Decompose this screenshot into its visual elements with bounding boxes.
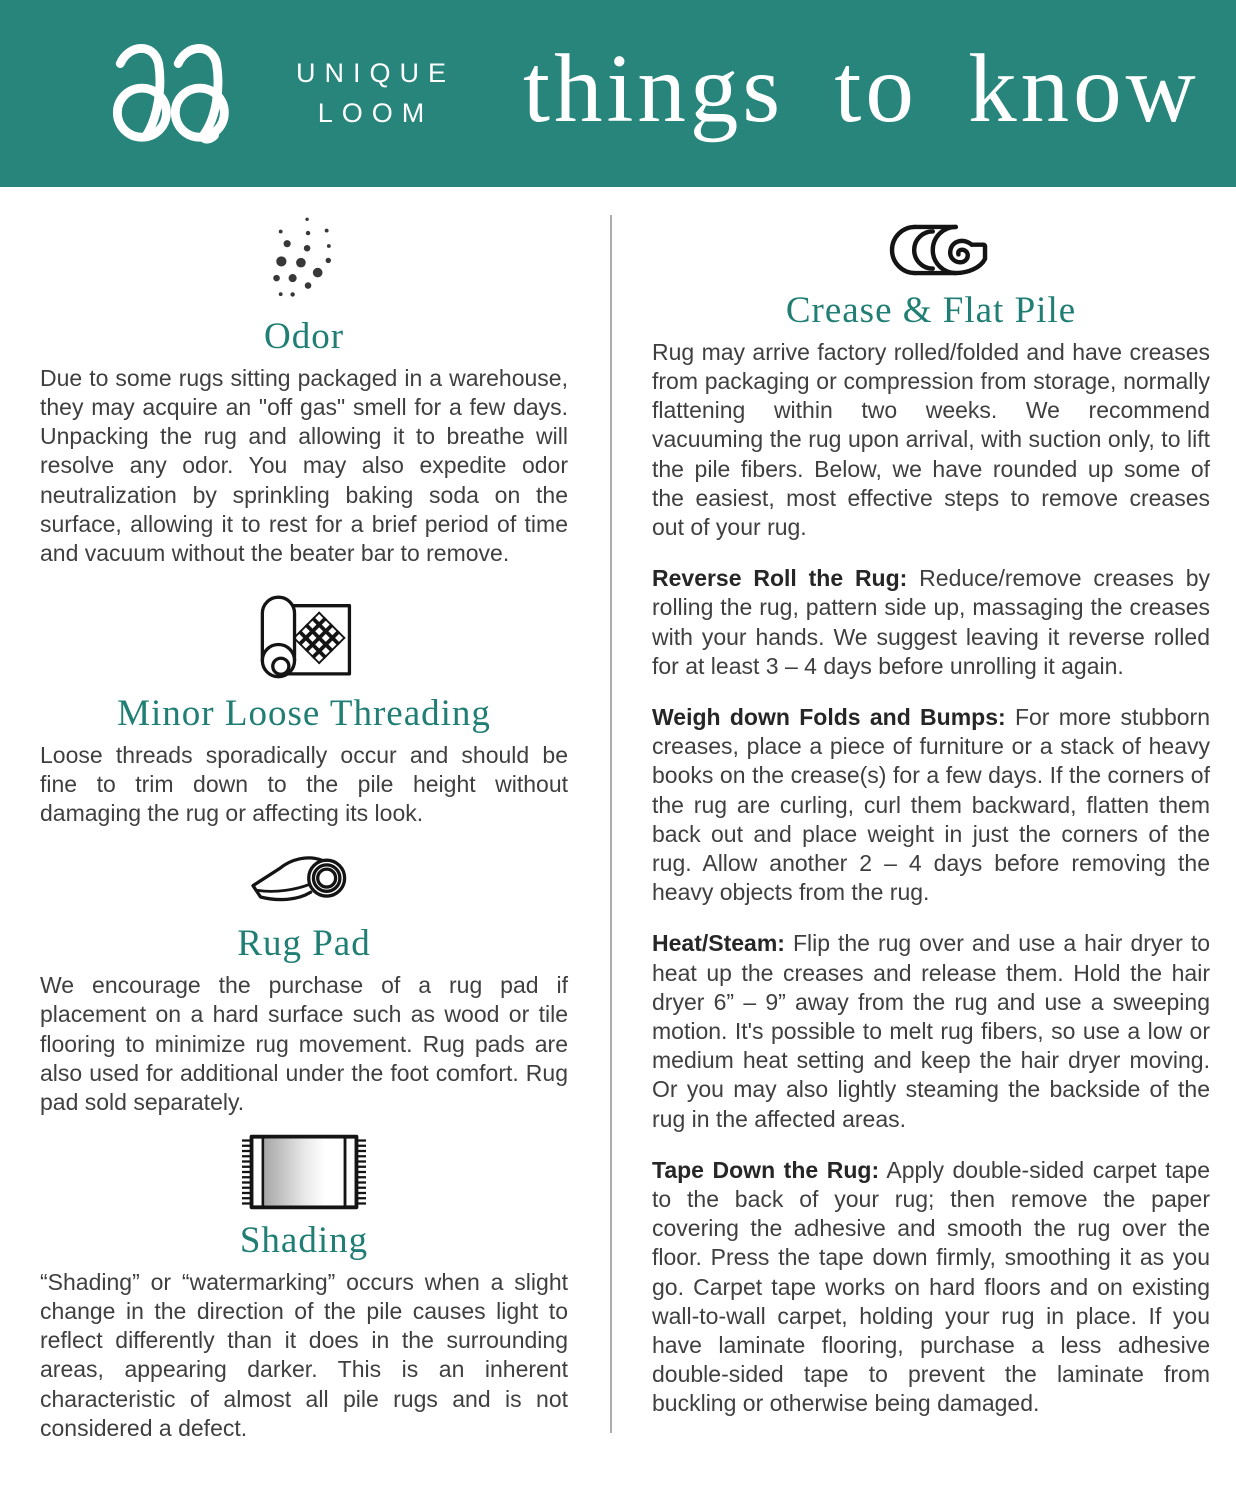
section-title-shading: Shading: [239, 1220, 369, 1262]
section-shading: [40, 1133, 568, 1443]
step-heat-steam: [652, 929, 1210, 1133]
section-title-crease: Crease & Flat Pile: [785, 290, 1077, 331]
step-reverse-roll-text: Reduce/remove creases by rolling the rug, pattern side up, massaging the creases with your hands. We suggest leaving it reverse rolled for at least 3 – 4 days before unrolling it again.: [652, 565, 1211, 679]
step-reverse-roll: [652, 564, 1210, 681]
section-body-odor: Due to some rugs sitting packaged in a warehouse, they may acquire an "off gas" smell for a few days. Unpacking the rug and allowing it to breathe will resolve any odor. You may also expedite odor neutralization by sprinkling baking soda on the surface, allowing it to rest for a brief period of time and vacuum without the beater bar to remove.: [40, 364, 568, 566]
unique-loom-logo-icon: [106, 40, 274, 148]
brand-name: [296, 54, 455, 132]
step-heat-steam-text: Flip the rug over and use a hair dryer to heat up the creases and release them. Hold the hair dryer 6” – 9” away from the rug and use a sweeping motion. It's possible to melt rug fibers, so use a low or medium heat setting and keep the hair dryer moving. Or you may also lightly steaming the backside of the rug in the affected areas.: [652, 930, 1211, 1132]
section-body-loose-threading: Loose threads sporadically occur and should be fine to trim down to the pile height without damaging the rug or affecting its look.: [40, 741, 568, 827]
crease-intro: Rug may arrive factory rolled/folded and have creases from packaging or compression from storage, normally flattening within two weeks. We recommend vacuuming the rug upon arrival, with suction only, to lift the pile fibers. Below, we have rounded up some of the easiest, most effective steps to remove creases out of your rug.: [652, 338, 1210, 540]
section-body-rug-pad: We encourage the purchase of a rug pad if placement on a hard surface such as wood or tile flooring to minimize rug movement. Rug pads are also used for additional under the foot comfort. Rug pad sold separately.: [40, 972, 568, 1115]
step-heat-steam-label: Heat/Steam:: [652, 930, 785, 957]
section-odor: [40, 201, 568, 568]
step-tape-down: [652, 1156, 1210, 1419]
brand-name-line2: LOOM: [317, 97, 434, 128]
brand-logo: [106, 40, 455, 148]
step-reverse-roll-label: Reverse Roll the Rug:: [652, 565, 908, 592]
section-title-loose-threading: Minor Loose Threading: [117, 693, 491, 735]
step-tape-down-text: Apply double-sided carpet tape to the back of your rug; then remove the paper covering the adhesive and smooth the rug over the floor. Press the tape down firmly, smoothing it as you go. Carpet tape works on hard floors and on existing wall-to-wall carpet, holding your rug in place. If you have laminate flooring, purchase a less adhesive double-sided tape to prevent the laminate from buckling or otherwise being damaged.: [652, 1156, 1210, 1417]
brand-name-line1: UNIQUE: [296, 58, 456, 89]
step-weigh-down-label: Weigh down Folds and Bumps:: [652, 703, 1006, 730]
step-weigh-down-text: For more stubborn creases, place a piece of furniture or a stack of heavy books on the crease(s) for a few days. If the corners of the rug are curling, curl them backward, flatten them back out and place weight in just the corners of the rug. Allow another 2 – 4 days before removing the heavy objects from the rug.: [652, 703, 1210, 906]
section-title-odor: Odor: [263, 316, 345, 357]
page-title: things to know: [523, 35, 1200, 142]
section-rug-pad: [40, 846, 568, 1117]
rolled-rug-crosshatch-icon: [40, 588, 568, 684]
shaded-rug-fringe-icon: [40, 1133, 568, 1211]
rug-pad-roll-icon: [40, 846, 568, 914]
column-divider: [610, 215, 612, 1433]
odor-dots-icon: [40, 201, 568, 307]
header-banner: [0, 0, 1236, 187]
right-column: [652, 187, 1210, 1443]
step-tape-down-label: Tape Down the Rug:: [652, 1156, 880, 1183]
step-weigh-down: [652, 703, 1210, 907]
section-body-shading: “Shading” or “watermarking” occurs when a slight change in the direction of the pile causes light to reflect differently than it does in the surrounding areas, appearing darker. This is an inherent characteristic of almost all pile rugs and is not considered a defect.: [40, 1268, 568, 1441]
left-column: [40, 187, 568, 1443]
section-title-rug-pad: Rug Pad: [237, 923, 371, 965]
section-loose-threading: [40, 588, 568, 828]
content-area: [0, 187, 1236, 1443]
rolled-rug-side-icon: [652, 219, 1210, 281]
